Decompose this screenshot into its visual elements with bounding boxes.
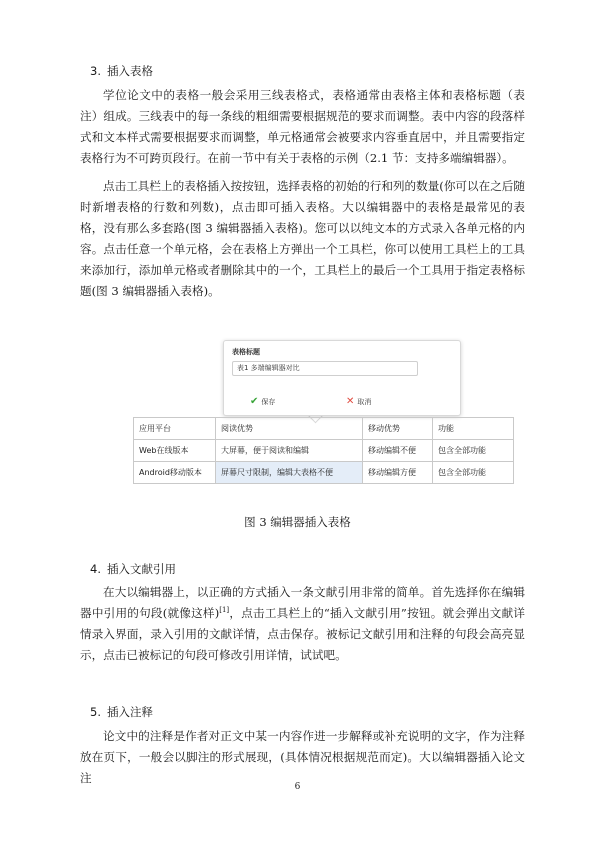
comparison-table <box>133 417 514 484</box>
table-row <box>134 440 514 462</box>
section-title: 插入注释 <box>106 705 153 719</box>
section-3-paragraph-2: 点击工具栏上的表格插入按按钮，选择表格的初始的行和列的数量(你可以在之后随时新增表格的行数和列数)，点击即可插入表格。大以编辑器中的表格是最常见的表格，没有那么多套路(图 3 编辑器插入表格)。您可以以纯文本的方式录入各单元格的内容。点击任意一个单元格，会在表格上方弹出一个工具栏，你可以使用工具栏上的工具来添加行，添加单元格或者删除其中的一个，工具栏上的最后一个工具用于指定表格标题(图 3 编辑器插入表格)。 <box>80 179 525 298</box>
section-4-paragraph <box>80 582 525 666</box>
selected-table-cell[interactable]: 屏幕尺寸限制，编辑大表格不便 <box>216 462 363 484</box>
table-cell[interactable]: Android移动版本 <box>134 462 216 484</box>
page-number: 6 <box>294 782 301 792</box>
cancel-button[interactable] <box>346 396 371 408</box>
table-cell[interactable]: 移动编辑方便 <box>363 462 433 484</box>
cancel-button-label: 取消 <box>357 398 372 406</box>
check-icon: ✔ <box>250 396 259 407</box>
section-4-heading <box>90 562 176 576</box>
table-cell[interactable]: 包含全部功能 <box>433 462 514 484</box>
section-number: 5. <box>90 705 101 719</box>
section-number: 3. <box>90 64 101 78</box>
close-icon: ✕ <box>346 396 355 407</box>
table-row <box>134 418 514 440</box>
section-3-paragraph-1: 学位论文中的表格一般会采用三线表格式，表格通常由表格主体和表格标题（表注）组成。三线表中的每一条线的粗细需要根据规范的要求而调整。表中内容的段落样式和文本样式需要根据要求而调整，单元格通常会被要求内容垂直居中，并且需要指定表格行为不可跨页段行。在前一节中有关于表格的示例（2.1 节：支持多端编辑器）。 <box>80 88 525 165</box>
figure-caption: 图 3 编辑器插入表格 <box>244 515 351 529</box>
figure-editor-table <box>133 330 533 490</box>
section-3-heading <box>90 64 153 78</box>
table-cell[interactable]: 包含全部功能 <box>433 440 514 462</box>
table-caption-popup <box>223 340 461 416</box>
citation-marker[interactable]: [1] <box>219 606 230 615</box>
table-cell[interactable]: 阅读优势 <box>216 418 363 440</box>
table-cell[interactable]: 移动编辑不便 <box>363 440 433 462</box>
section-title: 插入表格 <box>106 64 153 78</box>
section-title: 插入文献引用 <box>106 562 176 576</box>
section-number: 4. <box>90 562 101 576</box>
table-cell[interactable]: 移动优势 <box>363 418 433 440</box>
save-button[interactable] <box>250 396 275 408</box>
save-button-label: 保存 <box>261 398 276 406</box>
table-cell[interactable]: Web在线版本 <box>134 440 216 462</box>
table-cell[interactable]: 功能 <box>433 418 514 440</box>
table-row <box>134 462 514 484</box>
section-5-paragraph: 论文中的注释是作者对正文中某一内容作进一步解释或补充说明的文字，作为注释放在页下，一般会以脚注的形式展现，(具体情况根据规范而定)。大以编辑器插入论文注 <box>80 729 525 785</box>
table-caption-input[interactable]: 表1 多端编辑器对比 <box>232 361 418 376</box>
paragraph-text: 在大以编辑器上，以正确的方式插入一条文献引用非常的简单。首先选择你在编辑器中引用的句段(就像这样) <box>80 585 525 620</box>
table-cell[interactable]: 大屏幕，便于阅读和编辑 <box>216 440 363 462</box>
paragraph-text: ，点击工具栏上的“插入文献引用”按钮。就会弹出文献详情录入界面，录入引用的文献详情，点击保存。被标记文献引用和注释的句段会高亮显示，点击已被标记的句段可修改引用详情，试试吧。 <box>80 606 525 662</box>
table-cell[interactable]: 应用平台 <box>134 418 216 440</box>
popup-title: 表格标题 <box>232 348 260 356</box>
section-5-heading <box>90 705 153 719</box>
